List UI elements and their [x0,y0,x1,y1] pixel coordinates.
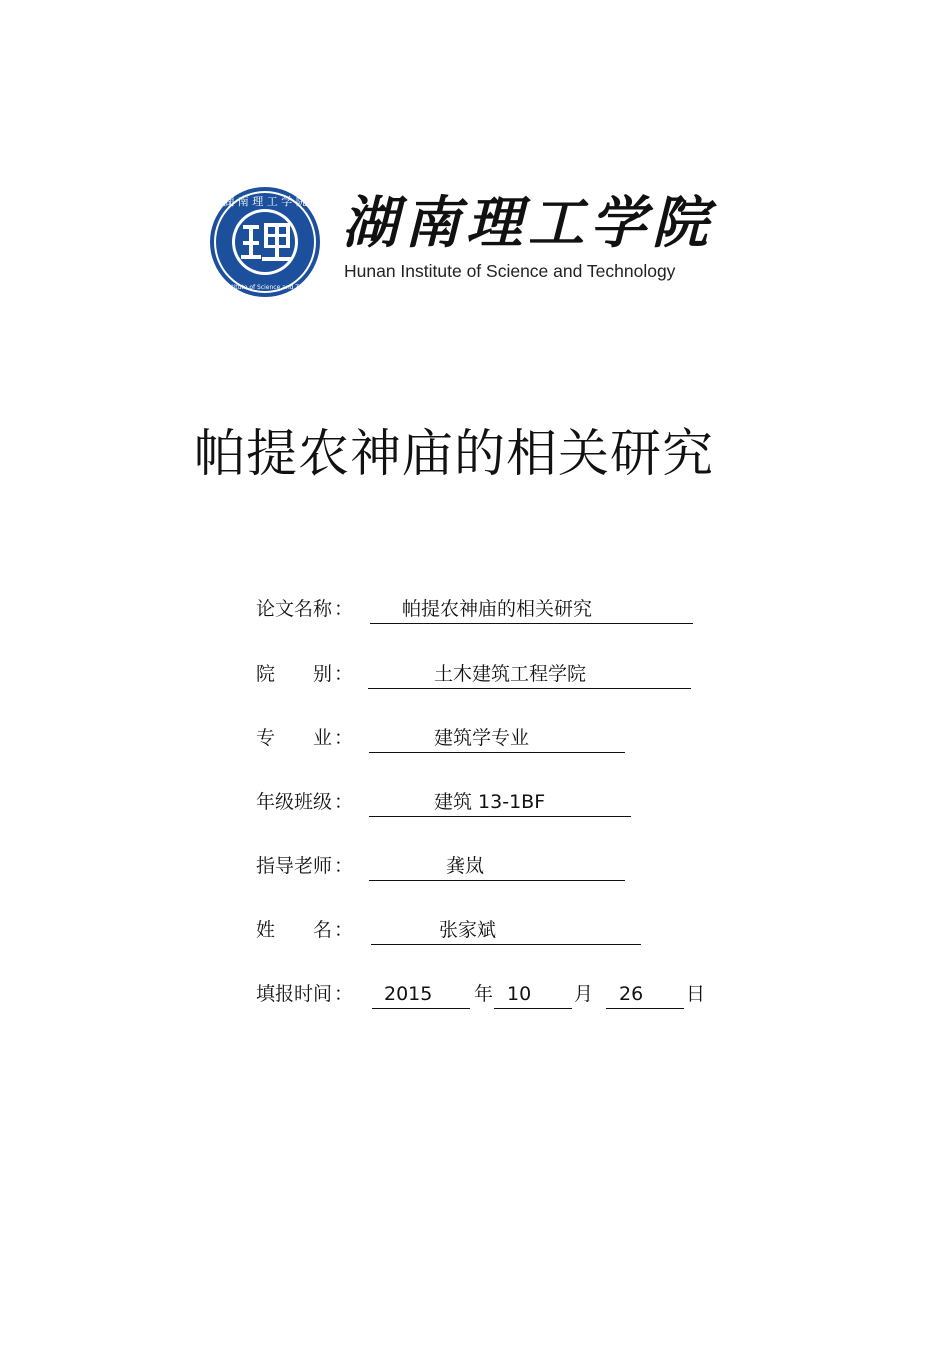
date-month: 10 [507,983,532,1005]
field-label: 专 业 [256,727,333,749]
field-colon: ： [334,983,354,1005]
field-row-date [256,979,776,1009]
date-year-unit: 年 [474,983,494,1005]
svg-text:湖 南 理 工 学 院: 湖 南 理 工 学 院 [223,195,307,208]
thesis-title: 帕提农神庙的相关研究 [193,425,714,484]
date-label: 填报时间 [256,983,333,1005]
field-value: 帕提农神庙的相关研究 [402,598,593,620]
school-name-en: Hunan Institute of Science and Technology [344,261,676,281]
field-value: 建筑学专业 [434,727,530,749]
svg-text:Hunan Institute of Science and: Hunan Institute of Science and Technology [201,284,329,291]
field-value: 建筑 13-1BF [434,791,546,813]
field-colon: ： [334,855,354,877]
field-underline [369,851,625,881]
field-label: 指导老师 [256,855,333,877]
date-month-unit: 月 [574,983,594,1005]
field-value: 张家斌 [439,919,497,941]
field-colon: ： [334,598,354,620]
field-label: 论文名称 [256,598,333,620]
date-day: 26 [619,983,644,1005]
school-name-cn: 湖南理工学院 [342,190,714,256]
month-underline [494,979,572,1009]
field-colon: ： [334,919,354,941]
field-value: 龚岚 [446,855,485,877]
school-seal-logo [201,185,329,299]
field-label: 年级班级 [256,791,333,813]
date-year: 2015 [384,983,433,1005]
field-underline [371,915,641,945]
field-colon: ： [334,663,354,685]
date-day-unit: 日 [686,983,706,1005]
field-label: 姓 名 [256,919,333,941]
school-logo-block [201,183,728,295]
day-underline [606,979,684,1009]
field-value: 土木建筑工程学院 [434,663,587,685]
field-colon: ： [334,791,354,813]
field-label: 院 别 [256,663,333,685]
field-colon: ： [334,727,354,749]
